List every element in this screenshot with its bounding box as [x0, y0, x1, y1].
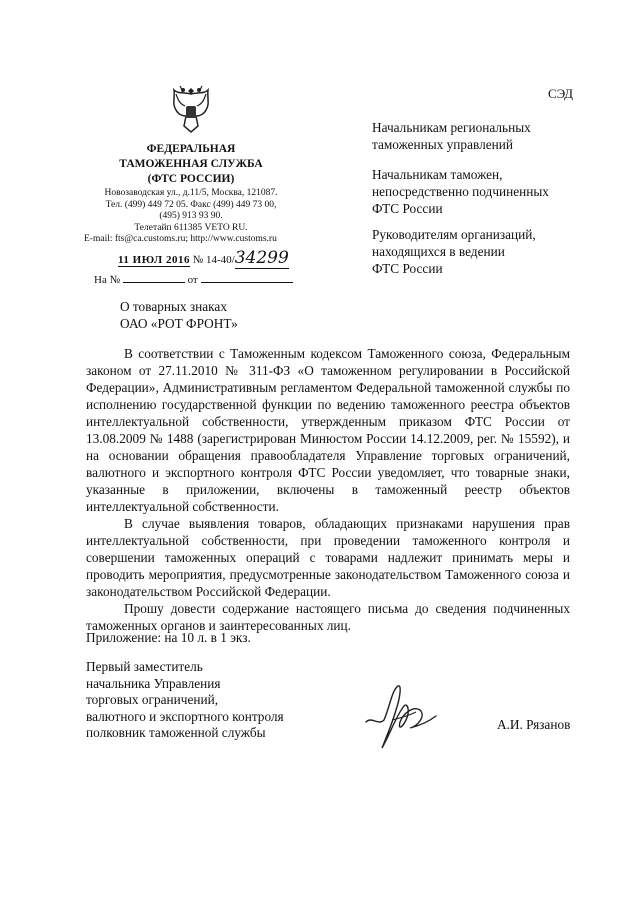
email-line: E-mail: fts@ca.customs.ru; http://www.customs.ru: [84, 234, 277, 244]
signatory-title-line: валютного и экспортного контроля: [86, 708, 284, 724]
signatory-title-line: полковник таможенной службы: [86, 725, 266, 741]
registration-number: 34299: [234, 248, 289, 268]
agency-line: ТАМОЖЕННАЯ СЛУЖБА: [119, 158, 263, 170]
recipient-line: Руководителям организаций,: [372, 227, 536, 242]
signatory-title: [86, 659, 284, 742]
contact-line: Телетайп 611385 VETO RU.: [134, 222, 248, 233]
recipient-block: [372, 166, 602, 217]
contact-line: Новозаводская ул., д.11/5, Москва, 121087.: [104, 188, 278, 198]
coat-of-arms-icon: [168, 84, 214, 136]
subject-line: ОАО «РОТ ФРОНТ»: [120, 316, 238, 331]
registration-date: 11 ИЮЛ 2016: [118, 254, 190, 266]
reference-no-blank: [123, 282, 185, 283]
registration-number-prefix: № 14-40/: [192, 254, 235, 266]
signatory-title-line: торговых ограничений,: [86, 692, 219, 708]
recipient-line: Начальникам таможен,: [372, 167, 503, 182]
body-paragraph: Прошу довести содержание настоящего письма до сведения подчиненных таможенных органов и заинтересованных лиц.: [86, 601, 570, 633]
reference-line: [94, 274, 293, 286]
recipient-block: [372, 226, 602, 277]
body-paragraph: В случае выявления товаров, обладающих признаками нарушения прав интеллектуальной собственности, при проведении таможенного контроля и совершении таможенных операций с товарами надлежит принимать меры и проводить мероприятия, предусмотренные законодательством Таможенного союза и законодательством Российской Федерации.: [86, 516, 570, 599]
reference-from-blank: [201, 282, 293, 283]
reference-from-label: от: [187, 274, 198, 286]
handwritten-signature: [362, 676, 440, 756]
agency-contacts: [84, 188, 298, 246]
appendix-note: Приложение: на 10 л. в 1 экз.: [86, 630, 251, 645]
signatory-title-line: Первый заместитель: [86, 659, 203, 674]
agency-line: (ФТС РОССИИ): [147, 173, 235, 185]
recipient-line: находящихся в ведении: [372, 244, 505, 259]
contact-line: Тел. (499) 449 72 05. Факс (499) 449 73 00,: [105, 199, 277, 210]
sed-mark: СЭД: [548, 86, 574, 101]
registration-line: [118, 248, 289, 269]
recipient-block: [372, 119, 602, 153]
recipient-line: таможенных управлений: [372, 137, 513, 152]
recipient-line: ФТС России: [372, 201, 443, 216]
signer-name: А.И. Рязанов: [497, 717, 571, 732]
agency-line: ФЕДЕРАЛЬНАЯ: [146, 143, 236, 155]
body-paragraph: В соответствии с Таможенным кодексом Таможенного союза, Федеральным законом от 27.11.2010 № 311-ФЗ «О таможенном регулировании в Российской Федерации», Административным регламентом Федеральной таможенной службы по исполнению государственной функции по ведению таможенного реестра объектов интеллектуальной собственности, утвержденным приказом ФТС России от 13.08.2009 № 1488 (зарегистрирован Минюстом России 14.12.2009, рег. № 15592), и на основании обращения правообладателя Управление торговых ограничений, валютного и экспортного контроля ФТС России уведомляет, что товарные знаки, указанные в приложении, включены в таможенный реестр объектов интеллектуальной собственности.: [86, 346, 570, 514]
recipient-line: непосредственно подчиненных: [372, 184, 549, 199]
reference-no-label: На №: [94, 274, 121, 286]
contact-line: (495) 913 93 90.: [159, 211, 223, 221]
subject-line: О товарных знаках: [120, 299, 227, 314]
letter-subject: [120, 298, 238, 332]
recipient-line: Начальникам региональных: [372, 120, 531, 135]
recipient-line: ФТС России: [372, 261, 443, 276]
agency-name: [96, 142, 286, 187]
letter-body: [86, 345, 570, 634]
signatory-title-line: начальника Управления: [86, 675, 221, 691]
